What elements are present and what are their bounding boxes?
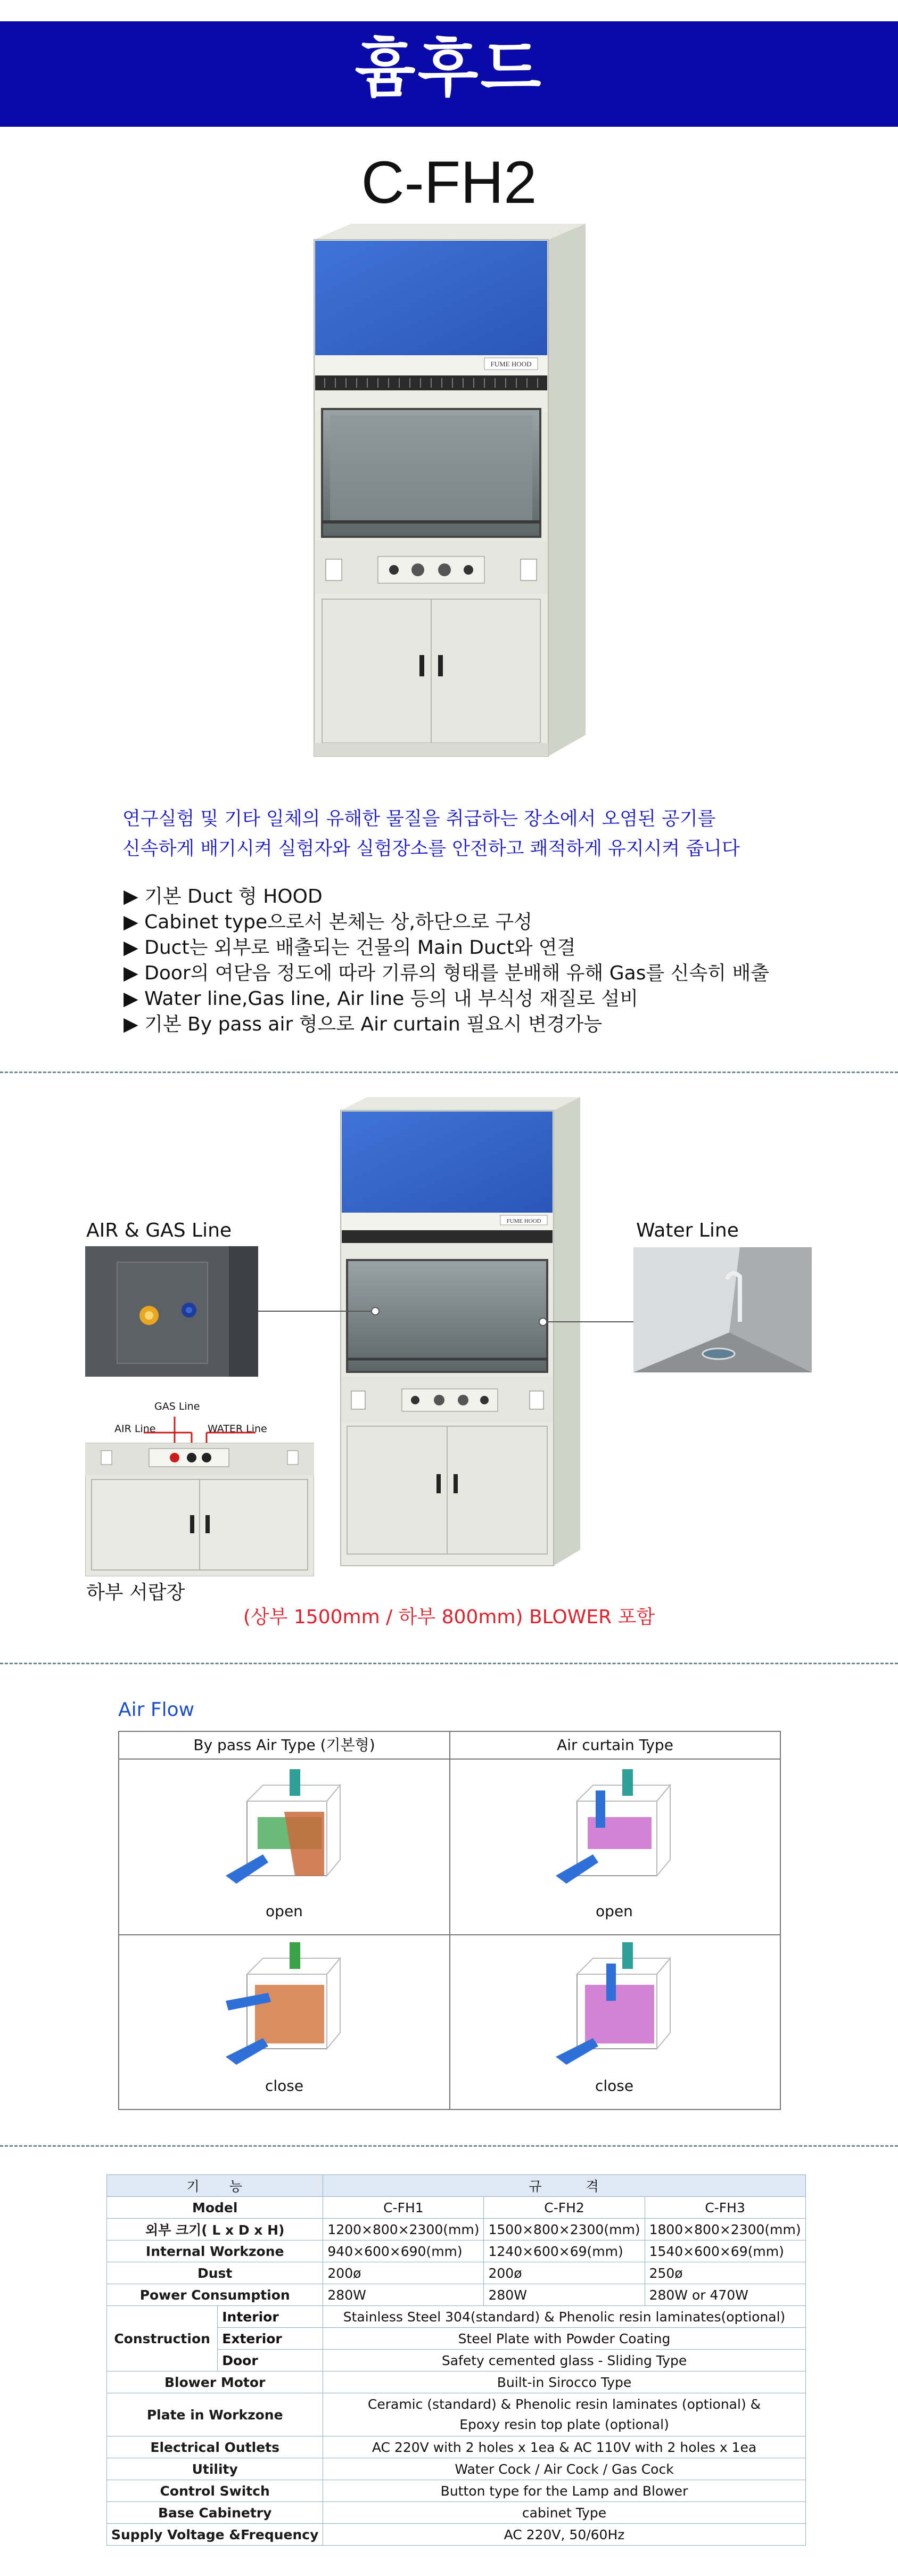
cell-line: Ceramic (standard) & Phenolic resin laminates (optional) & [367, 2397, 761, 2412]
airflow-table [118, 1731, 781, 2110]
table-row [107, 2393, 806, 2436]
header-func: 기 능 [107, 2175, 323, 2197]
feature-item: ▶ 기본 By pass air 형으로 Air curtain 필요시 변경가능 [123, 1013, 603, 1035]
water-line-small-label: WATER Line [208, 1423, 267, 1435]
table-row [107, 2197, 806, 2219]
feature-item: ▶ Duct는 외부로 배출되는 건물의 Main Duct와 연결 [123, 937, 576, 959]
cell-line: Epoxy resin top plate (optional) [459, 2417, 669, 2432]
row-label: Control Switch [107, 2480, 323, 2502]
row-label: Model [107, 2197, 323, 2219]
table-row [107, 2524, 806, 2546]
sub-label: Exterior [218, 2328, 323, 2350]
gas-line-label: GAS Line [154, 1401, 200, 1412]
lower-cabinet-label: 하부 서랍장 [86, 1582, 185, 1604]
cell: 280W or 470W [645, 2284, 805, 2306]
table-row [107, 2436, 806, 2458]
spec-table [106, 2174, 806, 2546]
air-line-label: AIR Line [114, 1423, 156, 1435]
cell: 1800×800×2300(mm) [645, 2219, 805, 2240]
feature-item: ▶ Door의 여닫음 정도에 따라 기류의 형태를 분배해 유해 Gas를 신속히 배출 [123, 962, 770, 984]
cell: AC 220V with 2 holes x 1ea & AC 110V with 2 holes x 1ea [323, 2436, 805, 2458]
bypass-open-caption: open [266, 1902, 303, 1920]
airflow-diagram-bypass-close [226, 1942, 343, 2070]
cell: 280W [484, 2284, 645, 2306]
cell: Water Cock / Air Cock / Gas Cock [323, 2458, 805, 2480]
airflow-heading: Air Flow [118, 1699, 195, 1721]
page-title: 흄후드 [355, 31, 543, 105]
row-label: Electrical Outlets [107, 2436, 323, 2458]
bypass-close-caption: close [265, 2077, 304, 2095]
cell: C-FH3 [645, 2197, 805, 2219]
cell: C-FH1 [323, 2197, 484, 2219]
cell: 250ø [645, 2262, 805, 2284]
row-label: Internal Workzone [107, 2240, 323, 2262]
cell: 1500×800×2300(mm) [484, 2219, 645, 2240]
air-gas-photo [85, 1246, 258, 1377]
fume-hood-image [298, 224, 602, 767]
cell: cabinet Type [323, 2502, 805, 2524]
table-row [107, 2458, 806, 2480]
table-row [107, 2240, 806, 2262]
divider [0, 2145, 898, 2147]
row-label: Dust [107, 2262, 323, 2284]
row-label: Blower Motor [107, 2371, 323, 2393]
intro-text [122, 804, 814, 864]
sub-label: Interior [218, 2306, 323, 2328]
feature-item: ▶ Cabinet type으로서 본체는 상,하단으로 구성 [123, 911, 532, 933]
row-label: 외부 크기( L x D x H) [107, 2219, 323, 2240]
table-row [107, 2219, 806, 2240]
bypass-type-header: By pass Air Type (기본형) [193, 1736, 375, 1754]
divider [0, 1663, 898, 1664]
row-label: Base Cabinetry [107, 2502, 323, 2524]
row-divider [119, 1934, 780, 1935]
row-divider [119, 1759, 780, 1760]
table-row [107, 2371, 806, 2393]
header-spec: 규 격 [323, 2175, 805, 2197]
cell: 1200×800×2300(mm) [323, 2219, 484, 2240]
cell: Button type for the Lamp and Blower [323, 2480, 805, 2502]
water-line-photo [633, 1247, 812, 1372]
row-label: Utility [107, 2458, 323, 2480]
table-row [107, 2284, 806, 2306]
cell: 1240×600×69(mm) [484, 2240, 645, 2262]
cell: 200ø [484, 2262, 645, 2284]
row-label: Construction [107, 2306, 218, 2371]
hood-label: FUME HOOD [490, 360, 532, 368]
cell: Safety cemented glass - Sliding Type [323, 2350, 805, 2371]
curtain-close-caption: close [595, 2077, 634, 2095]
table-row [107, 2502, 806, 2524]
sub-label: Door [218, 2350, 323, 2371]
row-label: Plate in Workzone [107, 2393, 323, 2436]
cell [323, 2393, 805, 2436]
blower-note: (상부 1500mm / 하부 800mm) BLOWER 포함 [243, 1606, 655, 1628]
feature-item: ▶ 기본 Duct 형 HOOD [123, 886, 323, 907]
row-label: Supply Voltage &Frequency [107, 2524, 323, 2546]
cell: 940×600×690(mm) [323, 2240, 484, 2262]
air-gas-line-label: AIR & GAS Line [86, 1220, 232, 1241]
model-name: C-FH2 [361, 149, 537, 216]
fume-hood-image [330, 1097, 586, 1576]
divider [0, 1072, 898, 1073]
airflow-diagram-curtain-open [556, 1769, 673, 1897]
feature-item: ▶ Water line,Gas line, Air line 등의 내 부식성 재질로 설비 [123, 988, 639, 1010]
table-row [107, 2262, 806, 2284]
intro-line: 신속하게 배기시켜 실험자와 실험장소를 안전하고 쾌적하게 유지시켜 줍니다 [122, 838, 740, 860]
cell: C-FH2 [484, 2197, 645, 2219]
table-row [107, 2306, 806, 2328]
cell: 280W [323, 2284, 484, 2306]
cell: AC 220V, 50/60Hz [323, 2524, 805, 2546]
table-row [107, 2480, 806, 2502]
cell: 1540×600×69(mm) [645, 2240, 805, 2262]
cell: 200ø [323, 2262, 484, 2284]
airflow-diagram-bypass-open [226, 1769, 343, 1897]
intro-line: 연구실험 및 기타 일체의 유해한 물질을 취급하는 장소에서 오염된 공기를 [122, 808, 716, 830]
cell: Stainless Steel 304(standard) & Phenolic resin laminates(optional) [323, 2306, 805, 2328]
table-header-row [107, 2175, 806, 2197]
curtain-type-header: Air curtain Type [557, 1736, 673, 1754]
water-line-label: Water Line [636, 1220, 739, 1241]
airflow-diagram-curtain-close [556, 1942, 673, 2070]
connector-lines [256, 1267, 639, 1331]
curtain-open-caption: open [596, 1902, 633, 1920]
cell: Steel Plate with Powder Coating [323, 2328, 805, 2350]
lower-cabinet-image [85, 1417, 314, 1576]
hood-label: FUME HOOD [506, 1218, 541, 1224]
cell: Built-in Sirocco Type [323, 2371, 805, 2393]
feature-list [123, 884, 842, 1037]
row-label: Power Consumption [107, 2284, 323, 2306]
column-divider [449, 1732, 450, 2109]
